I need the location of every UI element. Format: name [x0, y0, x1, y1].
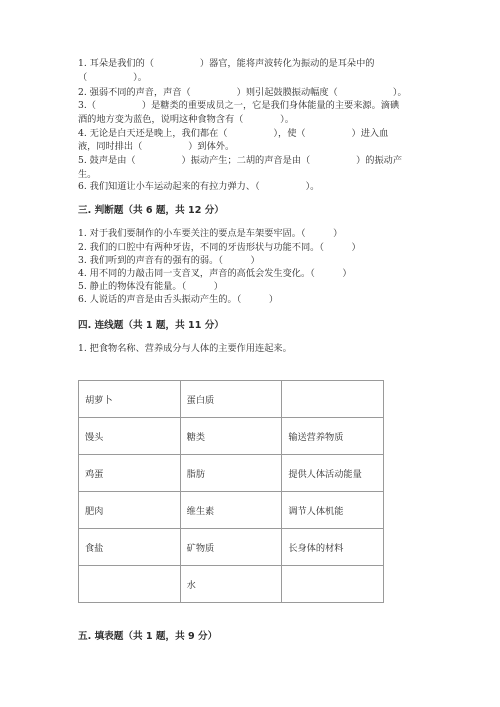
section4-title: 四. 连线题（共 1 题，共 11 分）	[78, 320, 224, 331]
table-row	[79, 418, 384, 455]
nutrient-cell: 水	[180, 566, 282, 603]
nutrient-cell: 脂肪	[180, 455, 282, 492]
section5-title: 五. 填表题（共 1 题，共 9 分）	[78, 631, 218, 642]
food-name-cell: 馒头	[79, 418, 181, 455]
true-false-item: 1. 对于我们要制作的小车要关注的要点是车架要牢固。（ ）	[78, 228, 343, 239]
fill-blank-line: 2. 强弱不同的声音，声音（ ）则引起鼓膜振动幅度（ ）。	[78, 87, 407, 98]
fill-blank-line: 4. 无论是白天还是晚上，我们都在（ ），使（ ）进入血	[78, 128, 389, 139]
matching-instruction: 1. 把食物名称、营养成分与人体的主要作用连起来。	[78, 343, 292, 354]
nutrient-cell: 蛋白质	[180, 381, 282, 418]
fill-blank-line: 生。	[78, 169, 97, 180]
nutrient-cell: 维生素	[180, 492, 282, 529]
true-false-item: 3. 我们听到的声音有的强有的弱。（ ）	[78, 255, 260, 266]
true-false-item: 2. 我们的口腔中有两种牙齿，不同的牙齿形状与功能不同。（ ）	[78, 242, 361, 253]
true-false-item: 6. 人说话的声音是由舌头振动产生的。（ ）	[78, 294, 279, 305]
food-name-cell	[79, 566, 181, 603]
fill-blank-line: 1. 耳朵是我们的（ ）器官，能将声波转化为振动的是耳朵中的	[78, 58, 375, 69]
table-row	[79, 381, 384, 418]
nutrient-cell: 糖类	[180, 418, 282, 455]
table-row	[79, 566, 384, 603]
fill-blank-line: 液，同时排出（ ）到体外。	[78, 141, 235, 152]
function-cell: 长身体的材料	[282, 529, 384, 566]
function-cell	[282, 566, 384, 603]
fill-blank-line: （ ）。	[78, 72, 147, 83]
table-row	[79, 529, 384, 566]
fill-blank-line: 6. 我们知道让小车运动起来的有拉力弹力、（ ）。	[78, 181, 320, 192]
function-cell: 提供人体活动能量	[282, 455, 384, 492]
table-row	[79, 492, 384, 529]
function-cell: 输送营养物质	[282, 418, 384, 455]
section3-title: 三. 判断题（共 6 题，共 12 分）	[78, 205, 224, 216]
true-false-item: 5. 静止的物体没有能量。（ ）	[78, 281, 223, 292]
fill-blank-line: 5. 鼓声是由（ ）振动产生；二胡的声音是由（ ）的振动产	[78, 155, 403, 166]
fill-blank-line: 3.（ ）是糖类的重要成员之一，它是我们身体能量的主要来源。滴碘	[78, 100, 400, 111]
function-cell: 调节人体机能	[282, 492, 384, 529]
table-row	[79, 455, 384, 492]
food-name-cell: 肥肉	[79, 492, 181, 529]
matching-table	[78, 380, 384, 603]
food-name-cell: 胡萝卜	[79, 381, 181, 418]
food-name-cell: 鸡蛋	[79, 455, 181, 492]
food-name-cell: 食盐	[79, 529, 181, 566]
nutrient-cell: 矿物质	[180, 529, 282, 566]
function-cell	[282, 381, 384, 418]
fill-blank-line: 酒的地方变为蓝色，说明这种食物含有（ ）。	[78, 114, 294, 125]
true-false-item: 4. 用不同的力敲击同一支音叉，声音的高低会发生变化。（ ）	[78, 268, 352, 279]
